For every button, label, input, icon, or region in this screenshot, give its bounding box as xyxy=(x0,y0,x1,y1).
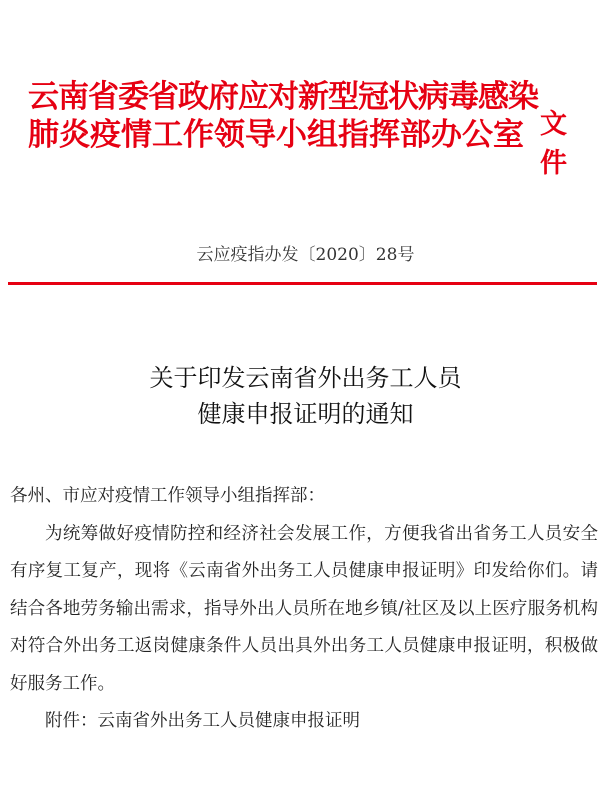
issuing-organization xyxy=(28,78,538,154)
notice-title-line1: 关于印发云南省外出务工人员 xyxy=(149,364,462,392)
org-name-line2: 肺炎疫情工作领导小组指挥部办公室 xyxy=(28,117,524,153)
body-paragraph: 为统筹做好疫情防控和经济社会发展工作，方便我省出省务工人员安全有序复工复产，现将《云南省外出务工人员健康申报证明》印发给你们。请结合各地劳务输出需求，指导外出人员所在地乡镇/社区及以上医疗服务机构对符合外出务工返岗健康条件人员出具外出务工人员健康申报证明，积极做好服务工作。 xyxy=(10,523,598,694)
org-name-line1: 云南省委省政府应对新型冠状病毒感染 xyxy=(28,79,538,115)
notice-title-line2: 健康申报证明的通知 xyxy=(197,400,414,428)
document-number: 云应疫指办发〔2020〕28号 xyxy=(196,245,415,265)
attachment-line: 附件：云南省外出务工人员健康申报证明 xyxy=(45,711,360,731)
notice-body xyxy=(10,478,598,741)
salutation: 各州、市应对疫情工作领导小组指挥部： xyxy=(10,486,325,506)
document-header xyxy=(28,78,588,178)
notice-title xyxy=(0,360,611,432)
red-divider-line xyxy=(8,282,597,285)
document-type-label: 文件 xyxy=(540,109,567,179)
